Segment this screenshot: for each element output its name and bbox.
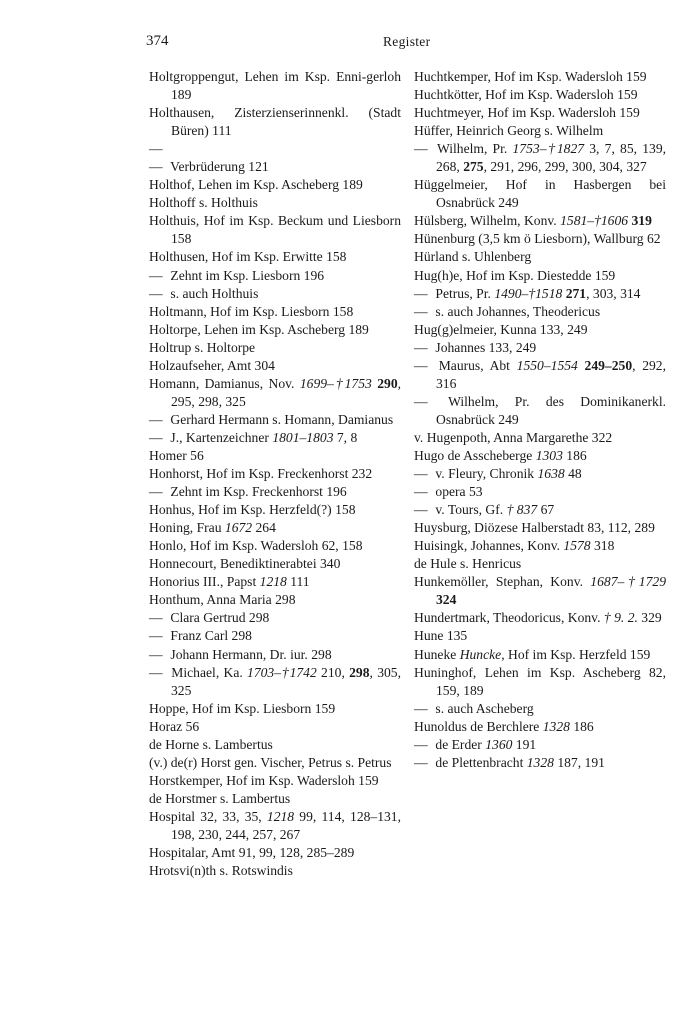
index-entry: — J., Kartenzeichner 1801–1803 7, 8 xyxy=(149,429,358,445)
index-entry: Homann, Damianus, Nov. 1699–†1753 290, 295, 298, 325 xyxy=(149,375,402,409)
index-entry: Hünenburg (3,5 km ö Liesborn), Wallburg 62 xyxy=(414,231,661,247)
index-entry: Honorius III., Papst 1218 111 xyxy=(149,574,310,590)
index-entry: — s. auch Johannes, Theodericus xyxy=(414,303,601,319)
running-head: Register xyxy=(383,34,431,49)
index-entry: de Horne s. Lambertus xyxy=(149,736,273,752)
index-entry: Huisingk, Johannes, Konv. 1578 318 xyxy=(414,538,615,554)
index-entry: — opera 53 xyxy=(414,484,483,500)
index-entry: Honlo, Hof im Ksp. Wadersloh 62, 158 xyxy=(149,538,363,554)
index-entry: Honthum, Anna Maria 298 xyxy=(149,592,296,608)
index-entry: — Wilhelm, Pr. 1753–†1827 3, 7, 85, 139, 268, 275, 291, 296, 299, 300, 304, 327 xyxy=(414,141,667,175)
index-entry: — Franz Carl 298 xyxy=(149,628,252,644)
index-entry: Holthausen, Zisterzienserinnenkl. (Stadt Büren) 111 xyxy=(149,105,401,139)
index-entry: (v.) de(r) Horst gen. Vischer, Petrus s. Petrus xyxy=(149,754,392,770)
index-entry: Horstkemper, Hof im Ksp. Wadersloh 159 xyxy=(149,772,379,788)
index-entry: de Hule s. Henricus xyxy=(414,556,522,572)
index-entry: — Michael, Ka. 1703–†1742 210, 298, 305, 325 xyxy=(149,664,401,698)
index-entry: — Gerhard Hermann s. Homann, Damianus xyxy=(149,411,394,427)
index-entry: Hülsberg, Wilhelm, Konv. 1581–†1606 319 xyxy=(414,213,652,229)
index-entry: — de Erder 1360 191 xyxy=(414,736,537,752)
index-entry: — Zehnt im Ksp. Liesborn 196 xyxy=(149,267,325,283)
index-entry: Honhorst, Hof im Ksp. Freckenhorst 232 xyxy=(149,466,373,482)
index-entry: Holthof, Lehen im Ksp. Ascheberg 189 xyxy=(149,177,363,193)
index-entry: — Petrus, Pr. 1490–†1518 271, 303, 314 xyxy=(414,285,641,301)
index-entry: Huninghof, Lehen im Ksp. Ascheberg 82, 159, 189 xyxy=(414,664,666,698)
index-entry: Hug(g)elmeier, Kunna 133, 249 xyxy=(414,321,588,337)
index-entry: Holthuis, Hof im Ksp. Beckum und Liesborn 158 xyxy=(149,213,401,247)
index-entry: Hugo de Asscheberge 1303 186 xyxy=(414,447,587,463)
index-column-left xyxy=(149,68,401,880)
index-entry: — v. Tours, Gf. † 837 67 xyxy=(414,502,555,518)
index-entry: Holtorpe, Lehen im Ksp. Ascheberg 189 xyxy=(149,321,369,337)
index-entry: — Johannes 133, 249 xyxy=(414,339,537,355)
index-entry: — Clara Gertrud 298 xyxy=(149,610,270,626)
index-entry: Hunkemöller, Stephan, Konv. 1687–†1729 324 xyxy=(414,574,666,608)
index-entry: Holthoff s. Holthuis xyxy=(149,195,258,211)
index-entry: Holtgroppengut, Lehen im Ksp. Enni-gerloh 189 xyxy=(149,69,401,103)
index-entry: Hug(h)e, Hof im Ksp. Diestedde 159 xyxy=(414,267,616,283)
index-entry: — Wilhelm, Pr. des Dominikanerkl. Osnabrück 249 xyxy=(414,393,666,427)
index-entry: Hundertmark, Theodoricus, Konv. † 9. 2. 329 xyxy=(414,610,662,626)
index-entry: Hospital 32, 33, 35, 1218 99, 114, 128–131, 198, 230, 244, 257, 267 xyxy=(149,808,401,842)
index-entry: v. Hugenpoth, Anna Margarethe 322 xyxy=(414,429,613,445)
index-entry: Hüggelmeier, Hof in Hasbergen bei Osnabrück 249 xyxy=(414,177,666,211)
index-entry: — s. auch Ascheberg xyxy=(414,700,534,716)
index-entry: Huchtmeyer, Hof im Ksp. Wadersloh 159 xyxy=(414,105,640,121)
index-column-right xyxy=(414,68,666,772)
index-entry: Holzaufseher, Amt 304 xyxy=(149,357,275,373)
index-entry: Hune 135 xyxy=(414,628,468,644)
index-entry: — v. Fleury, Chronik 1638 48 xyxy=(414,466,582,482)
index-entry: — Zehnt im Ksp. Freckenhorst 196 xyxy=(149,484,347,500)
index-entry: — Maurus, Abt 1550–1554 249–250, 292, 316 xyxy=(414,357,666,391)
index-entry: Hoppe, Hof im Ksp. Liesborn 159 xyxy=(149,700,336,716)
index-entry: Huchtkötter, Hof im Ksp. Wadersloh 159 xyxy=(414,87,638,103)
index-entry: Holthusen, Hof im Ksp. Erwitte 158 xyxy=(149,249,347,265)
index-entry: Horaz 56 xyxy=(149,718,200,734)
index-entry: — Johann Hermann, Dr. iur. 298 xyxy=(149,646,332,662)
index-entry: Holtrup s. Holtorpe xyxy=(149,339,256,355)
page-number: 374 xyxy=(146,33,169,49)
index-entry: Honnecourt, Benediktinerabtei 340 xyxy=(149,556,341,572)
index-entry: Huneke Huncke, Hof im Ksp. Herzfeld 159 xyxy=(414,646,651,662)
index-entry: — de Plettenbracht 1328 187, 191 xyxy=(414,754,605,770)
index-entry: Hrotsvi(n)th s. Rotswindis xyxy=(149,863,293,879)
index-entry: Holtmann, Hof im Ksp. Liesborn 158 xyxy=(149,303,354,319)
index-entry: Homer 56 xyxy=(149,447,204,463)
index-entry: Honing, Frau 1672 264 xyxy=(149,520,276,536)
index-entry: — s. auch Holthuis xyxy=(149,285,259,301)
index-entry: Hunoldus de Berchlere 1328 186 xyxy=(414,718,594,734)
index-entry: — — Verbrüderung 121 xyxy=(149,141,269,175)
index-entry: Honhus, Hof im Ksp. Herzfeld(?) 158 xyxy=(149,502,356,518)
index-entry: de Horstmer s. Lambertus xyxy=(149,790,291,806)
index-entry: Hospitalar, Amt 91, 99, 128, 285–289 xyxy=(149,845,355,861)
index-entry: Huchtkemper, Hof im Ksp. Wadersloh 159 xyxy=(414,69,647,84)
index-entry: Hürland s. Uhlenberg xyxy=(414,249,532,265)
index-entry: Huysburg, Diözese Halberstadt 83, 112, 289 xyxy=(414,520,655,536)
index-entry: Hüffer, Heinrich Georg s. Wilhelm xyxy=(414,123,604,139)
